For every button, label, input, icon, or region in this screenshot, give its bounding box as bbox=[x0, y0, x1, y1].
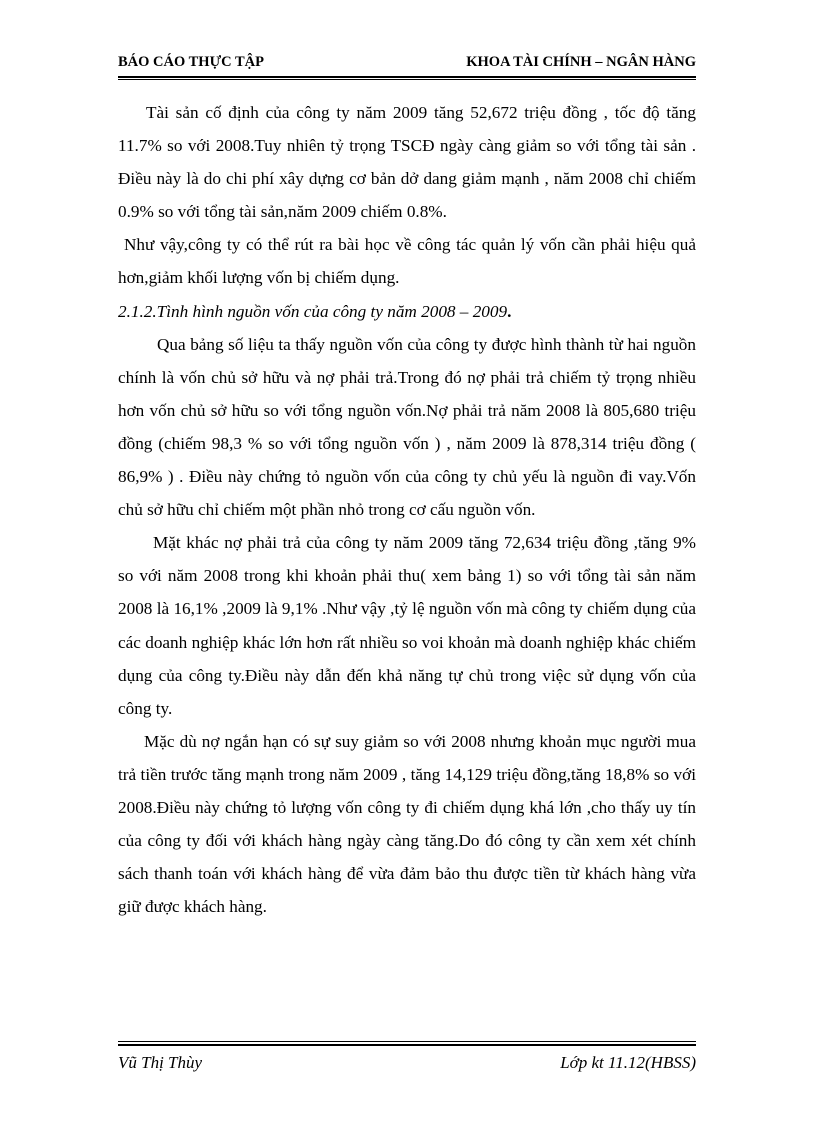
footer-class: Lớp kt 11.12(HBSS) bbox=[560, 1053, 696, 1072]
header-rule-thin bbox=[118, 79, 696, 80]
section-heading-dot: . bbox=[507, 301, 512, 321]
document-body bbox=[118, 96, 696, 923]
paragraph-short-term-debt: Mặc dù nợ ngắn hạn có sự suy giảm so với 2008 nhưng khoản mục người mua trả tiền trước tăng mạnh trong năm 2009 , tăng 14,129 triệu đồng,tăng 18,8% so với 2008.Điều này chứng tỏ lượng vốn công ty đi chiếm dụng khá lớn ,cho thấy uy tín của công ty đối với khách hàng ngày càng tăng.Do đó công ty cần xem xét chính sách thanh toán với khách hàng để vừa đảm bảo thu được tiền từ khách hàng vừa giữ được khách hàng. bbox=[118, 731, 696, 917]
page-header bbox=[118, 50, 696, 74]
section-heading-text: 2.1.2.Tình hình nguồn vốn của công ty năm 2008 – 2009 bbox=[118, 301, 508, 321]
paragraph-capital-sources: Qua bảng số liệu ta thấy nguồn vốn của công ty được hình thành từ hai nguồn chính là vốn chủ sở hữu và nợ phải trả.Trong đó nợ phải trả chiếm tỷ trọng nhiều hơn vốn chủ sở hữu so với tổng nguồn vốn.Nợ phải trả năm 2008 là 805,680 triệu đồng (chiếm 98,3 % so với tổng nguồn vốn ) , năm 2009 là 878,314 triệu đồng ( 86,9% ) . Điều này chứng tỏ nguồn vốn của công ty chủ yếu là nguồn đi vay.Vốn chủ sở hữu chỉ chiếm một phần nhỏ trong cơ cấu nguồn vốn. bbox=[118, 334, 696, 520]
section-heading bbox=[118, 295, 696, 328]
paragraph-fixed-assets: Tài sản cố định của công ty năm 2009 tăng 52,672 triệu đồng , tốc độ tăng 11.7% so với 2008.Tuy nhiên tỷ trọng TSCĐ ngày càng giảm so với tổng tài sản . Điều này là do chi phí xây dựng cơ bản dở dang giảm mạnh , năm 2008 chỉ chiếm 0.9% so với tổng tài sản,năm 2009 chiếm 0.8%. bbox=[118, 103, 696, 222]
header-faculty: KHOA TÀI CHÍNH – NGÂN HÀNG bbox=[466, 54, 696, 70]
footer-rule-thin bbox=[118, 1041, 696, 1042]
page-footer bbox=[118, 1050, 696, 1076]
header-rule-thick bbox=[118, 76, 696, 78]
paragraph-liabilities: Mặt khác nợ phải trả của công ty năm 2009 tăng 72,634 triệu đồng ,tăng 9% so với năm 2008 trong khi khoản phải thu( xem bảng 1) so với tổng tài sản năm 2008 là 16,1% ,2009 là 9,1% .Như vậy ,tỷ lệ nguồn vốn mà công ty chiếm dụng của các doanh nghiệp khác lớn hơn rất nhiều so voi khoản mà doanh nghiệp khác chiếm dụng của công ty.Điều này dẫn đến khả năng tự chủ trong việc sử dụng vốn của công ty. bbox=[118, 533, 696, 718]
footer-author: Vũ Thị Thùy bbox=[118, 1053, 203, 1072]
paragraph-lesson: Như vậy,công ty có thể rút ra bài học về công tác quản lý vốn cần phải hiệu quả hơn,giảm khối lượng vốn bị chiếm dụng. bbox=[118, 235, 696, 288]
footer-rule-thick bbox=[118, 1044, 696, 1046]
header-report-title: BÁO CÁO THỰC TẬP bbox=[118, 54, 264, 70]
